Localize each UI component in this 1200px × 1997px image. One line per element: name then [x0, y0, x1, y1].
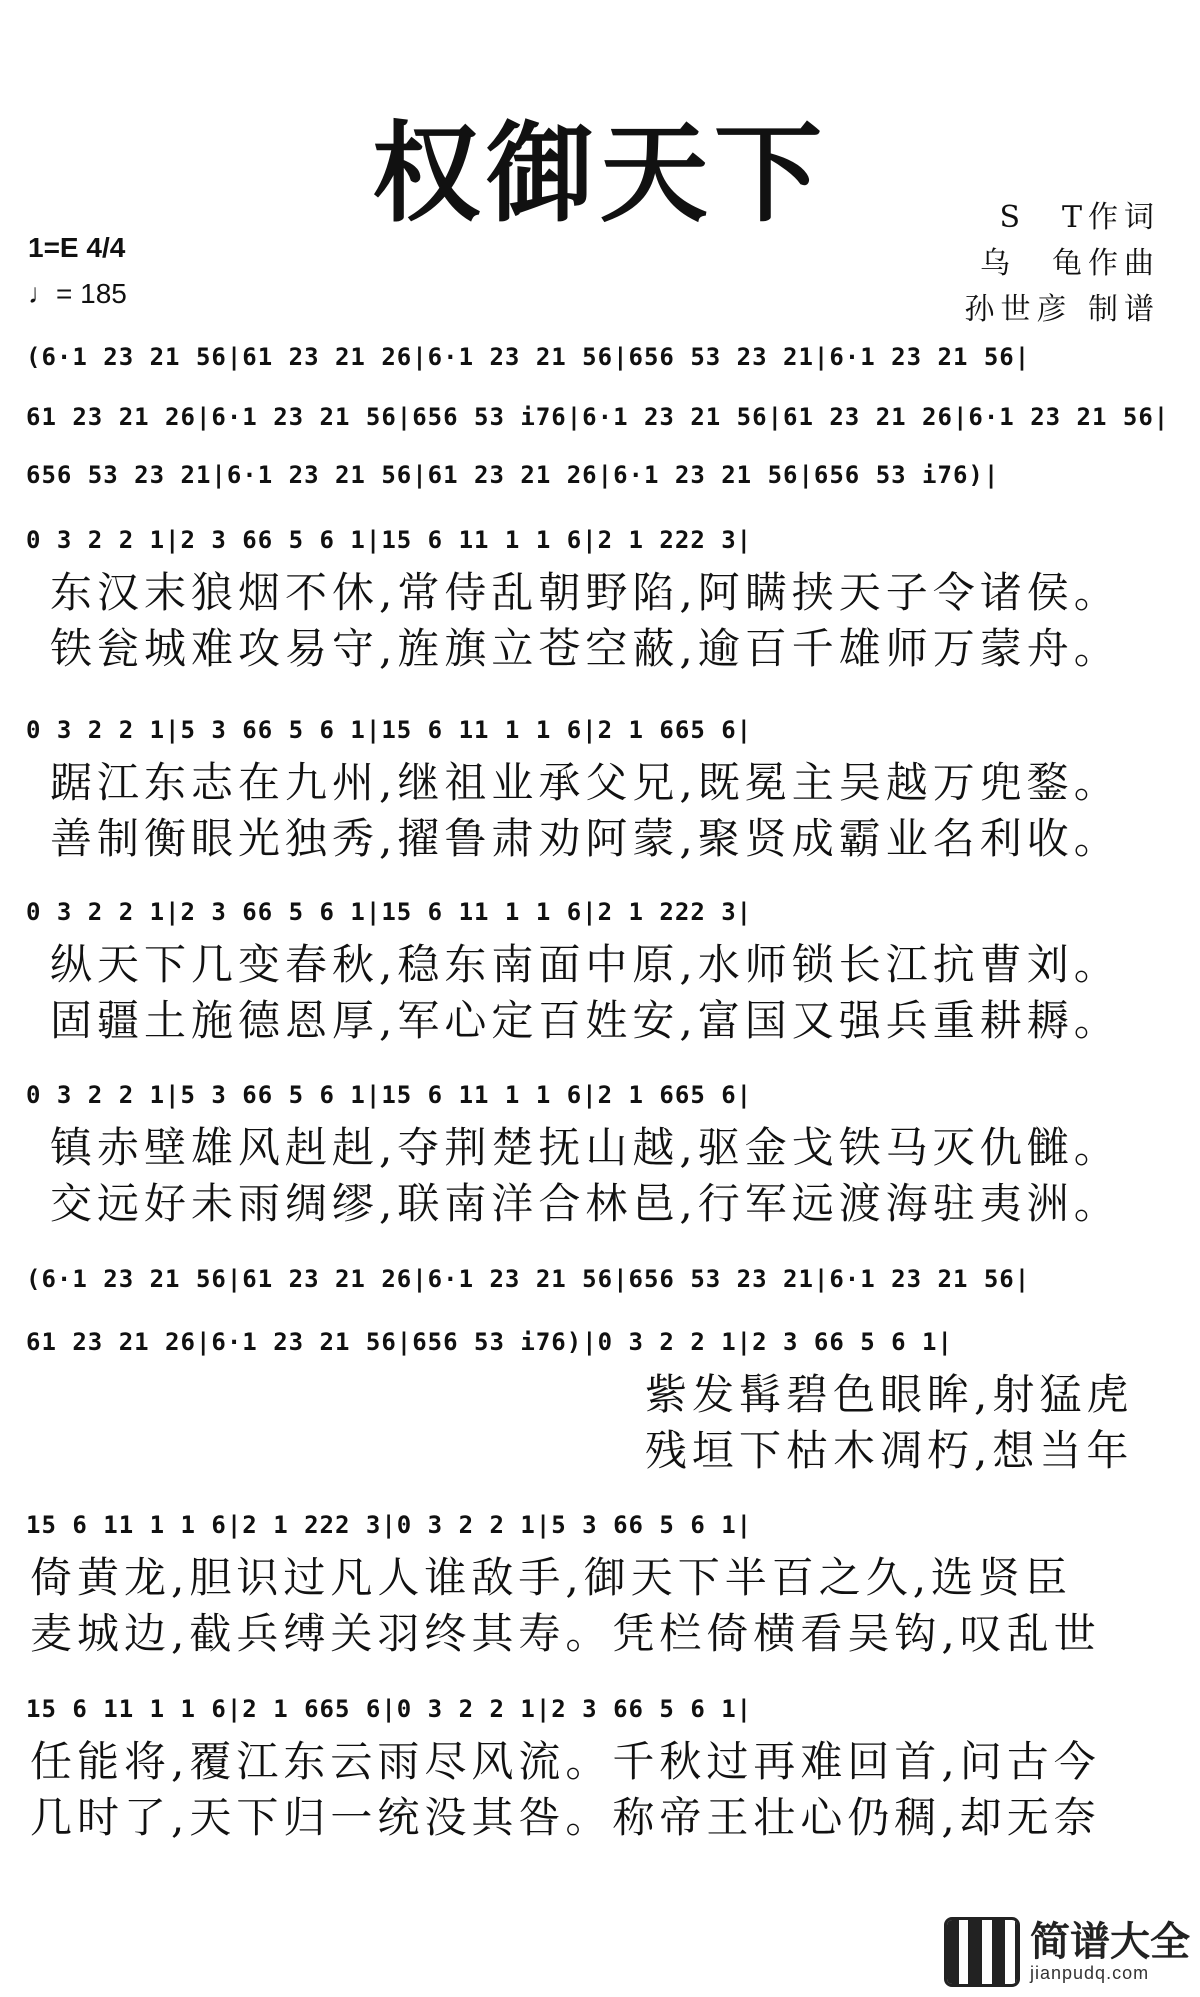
notation-row: 15 6 11 1 1 6|2 1 222 3|0 3 2 2 1|5 3 66 5 6 1| — [26, 1511, 753, 1539]
lyric-line: 倚黄龙,胆识过凡人谁敌手,御天下半百之久,选贤臣 — [30, 1553, 1073, 1602]
notation-row: 0 3 2 2 1|5 3 66 5 6 1|15 6 11 1 1 6|2 1 665 6| — [26, 716, 753, 744]
watermark-name: 简谱大全 — [1030, 1918, 1190, 1965]
piano-keys-icon — [944, 1917, 1020, 1987]
notation-row: (6·1 23 21 56|61 23 21 26|6·1 23 21 56|656 53 23 21|6·1 23 21 56| — [26, 343, 1031, 371]
notation-row: 61 23 21 26|6·1 23 21 56|656 53 i76|6·1 23 21 56|61 23 21 26|6·1 23 21 56| — [26, 403, 1170, 431]
lyric-line: 麦城边,截兵缚关羽终其寿。凭栏倚横看吴钩,叹乱世 — [30, 1609, 1101, 1658]
lyric-line: 固疆土施德恩厚,军心定百姓安,富国又强兵重耕耨。 — [50, 996, 1121, 1045]
key-signature: 1=E 4/4 — [28, 232, 126, 263]
lyric-line: 纵天下几变春秋,稳东南面中原,水师锁长江抗曹刘。 — [50, 940, 1121, 989]
lyric-line: 任能将,覆江东云雨尽风流。千秋过再难回首,问古今 — [30, 1737, 1101, 1786]
lyric-line: 镇赤壁雄风赳赳,夺荆楚抚山越,驱金戈铁马灭仇雠。 — [50, 1123, 1121, 1172]
notation-row: 61 23 21 26|6·1 23 21 56|656 53 i76)|0 3 2 2 1|2 3 66 5 6 1| — [26, 1328, 953, 1356]
notation-row: 0 3 2 2 1|5 3 66 5 6 1|15 6 11 1 1 6|2 1 665 6| — [26, 1081, 753, 1109]
arranger-credit: 孙世彦 制谱 — [964, 292, 1160, 327]
composer-credit: 乌 龟作曲 — [980, 246, 1160, 281]
lyric-line: 踞江东志在九州,继祖业承父兄,既冕主吴越万兜鍪。 — [50, 758, 1121, 807]
site-watermark — [944, 1917, 1190, 1987]
lyric-line: 交远好未雨绸缪,联南洋合林邑,行军远渡海驻夷洲。 — [50, 1179, 1121, 1228]
lyric-line: 铁瓮城难攻易守,旌旗立苍空蔽,逾百千雄师万蒙舟。 — [50, 624, 1121, 673]
notation-row: 15 6 11 1 1 6|2 1 665 6|0 3 2 2 1|2 3 66 5 6 1| — [26, 1695, 753, 1723]
lyric-line: 紫发髯碧色眼眸,射猛虎 — [645, 1370, 1134, 1419]
lyric-line: 东汉末狼烟不休,常侍乱朝野陷,阿瞒挟天子令诸侯。 — [50, 568, 1121, 617]
notation-row: 0 3 2 2 1|2 3 66 5 6 1|15 6 11 1 1 6|2 1 222 3| — [26, 526, 753, 554]
notation-row: 0 3 2 2 1|2 3 66 5 6 1|15 6 11 1 1 6|2 1 222 3| — [26, 898, 753, 926]
watermark-url: jianpudq.com — [1030, 1962, 1150, 1983]
notation-row: (6·1 23 21 56|61 23 21 26|6·1 23 21 56|656 53 23 21|6·1 23 21 56| — [26, 1265, 1031, 1293]
lyric-line: 善制衡眼光独秀,擢鲁肃劝阿蒙,聚贤成霸业名利收。 — [50, 814, 1121, 863]
lyricist-credit: S T作词 — [999, 200, 1160, 235]
lyric-line: 残垣下枯木凋朽,想当年 — [645, 1426, 1134, 1475]
page-title: 权御天下 — [371, 111, 828, 237]
lyric-line: 几时了,天下归一统没其咎。称帝王壮心仍稠,却无奈 — [30, 1793, 1101, 1842]
notation-row: 656 53 23 21|6·1 23 21 56|61 23 21 26|6·1 23 21 56|656 53 i76)| — [26, 461, 1000, 489]
tempo-marking: ♩= 185 — [28, 278, 127, 309]
